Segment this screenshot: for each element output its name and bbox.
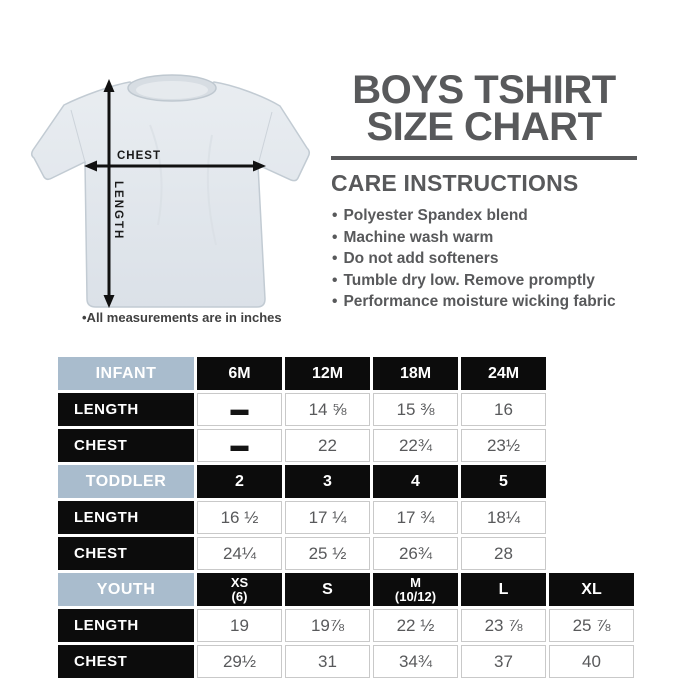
size-value-cell: 18¼ (461, 501, 546, 534)
column-header-text: 12M (311, 364, 344, 382)
column-header-text: XL (581, 580, 602, 598)
size-value-cell: 19 (197, 609, 282, 642)
column-header-text: 3 (323, 472, 332, 490)
row-label-length: LENGTH (58, 609, 194, 642)
table-row (58, 393, 634, 426)
collar-inner (136, 81, 208, 99)
column-header-text: XS (230, 575, 249, 590)
table-row (58, 573, 634, 606)
bullet-icon: • (332, 250, 338, 267)
size-table (58, 357, 634, 681)
page-title (330, 68, 638, 149)
measurements-note: •All measurements are in inches (82, 310, 282, 325)
size-value-cell: 40 (549, 645, 634, 678)
table-row (58, 537, 634, 570)
size-value-cell: 17 ¼ (285, 501, 370, 534)
care-instruction-text: Do not add softeners (343, 250, 499, 267)
column-header-text: 4 (411, 472, 420, 490)
care-instruction-text: Polyester Spandex blend (343, 207, 528, 224)
size-value-cell: 19⅞ (285, 609, 370, 642)
size-value-cell: 16 ½ (197, 501, 282, 534)
care-instruction (332, 291, 662, 313)
row-label-chest: CHEST (58, 537, 194, 570)
care-instruction-text: Tumble dry low. Remove promptly (343, 271, 595, 289)
section-header-infant: INFANT (58, 357, 194, 390)
column-header-text: L (498, 580, 509, 598)
row-label-length: LENGTH (58, 393, 194, 426)
bullet-icon: • (332, 293, 338, 310)
size-value-cell: 28 (461, 537, 546, 570)
section-header-toddler: TODDLER (58, 465, 194, 498)
care-instruction-text: Machine wash warm (343, 228, 494, 246)
size-column-header (373, 465, 458, 498)
size-column-header (197, 573, 282, 606)
size-value-cell: 22¾ (373, 429, 458, 462)
title-divider (331, 156, 637, 160)
size-value-cell: 22 (285, 429, 370, 462)
section-header-youth: YOUTH (58, 573, 194, 606)
column-header-text: 18M (399, 364, 432, 382)
size-value-cell: 23½ (461, 429, 546, 462)
row-label-chest: CHEST (58, 429, 194, 462)
size-column-header (461, 573, 546, 606)
size-value-cell: 14 ⅝ (285, 393, 370, 426)
column-header-text: 2 (235, 472, 244, 490)
size-column-header (549, 573, 634, 606)
column-header-text: (10/12) (394, 588, 437, 604)
size-column-header (197, 465, 282, 498)
table-row (58, 501, 634, 534)
column-header-text: M (410, 575, 421, 590)
size-value-cell: 15 ⅜ (373, 393, 458, 426)
size-column-header (461, 357, 546, 390)
size-column-header (285, 573, 370, 606)
care-instruction-text: Performance moisture wicking fabric (343, 293, 616, 310)
bullet-icon: • (332, 207, 338, 224)
tshirt-diagram (0, 0, 340, 340)
table-row (58, 609, 634, 642)
tshirt-body (32, 82, 310, 307)
table-row (58, 429, 634, 462)
size-value-cell: 26¾ (373, 537, 458, 570)
table-row (58, 645, 634, 678)
size-value-cell: 31 (285, 645, 370, 678)
page-title-line2: SIZE CHART (366, 105, 602, 149)
size-value-cell: ▬ (197, 429, 282, 462)
size-column-header (197, 357, 282, 390)
column-header-text: 6M (228, 364, 251, 382)
care-instruction (332, 270, 662, 292)
care-instruction (332, 227, 662, 249)
size-value-cell: 22 ½ (373, 609, 458, 642)
bullet-icon: • (332, 228, 338, 246)
size-value-cell: 29½ (197, 645, 282, 678)
size-value-cell: 24¼ (197, 537, 282, 570)
length-measure-label: LENGTH (112, 181, 124, 241)
row-label-chest: CHEST (58, 645, 194, 678)
row-label-length: LENGTH (58, 501, 194, 534)
care-instruction (332, 205, 662, 227)
care-instruction (332, 248, 662, 270)
column-header-text: S (322, 580, 333, 598)
size-column-header (285, 357, 370, 390)
care-instructions-heading: CARE INSTRUCTIONS (331, 170, 579, 196)
column-header-text: 5 (499, 472, 508, 490)
size-column-header (373, 573, 458, 606)
size-value-cell: ▬ (197, 393, 282, 426)
size-column-header (285, 465, 370, 498)
size-value-cell: 25 ½ (285, 537, 370, 570)
size-value-cell: 25 ⅞ (549, 609, 634, 642)
size-value-cell: 23 ⅞ (461, 609, 546, 642)
bullet-icon: • (332, 271, 338, 289)
size-column-header (461, 465, 546, 498)
care-list (332, 205, 662, 313)
table-row (58, 357, 634, 390)
size-column-header (373, 357, 458, 390)
size-value-cell: 34¾ (373, 645, 458, 678)
column-header-text: 24M (487, 364, 520, 382)
size-value-cell: 17 ¾ (373, 501, 458, 534)
page-title-line1: BOYS TSHIRT (352, 68, 616, 112)
column-header-text: (6) (231, 588, 248, 604)
table-row (58, 465, 634, 498)
size-value-cell: 37 (461, 645, 546, 678)
chest-measure-label: CHEST (117, 150, 161, 162)
size-value-cell: 16 (461, 393, 546, 426)
